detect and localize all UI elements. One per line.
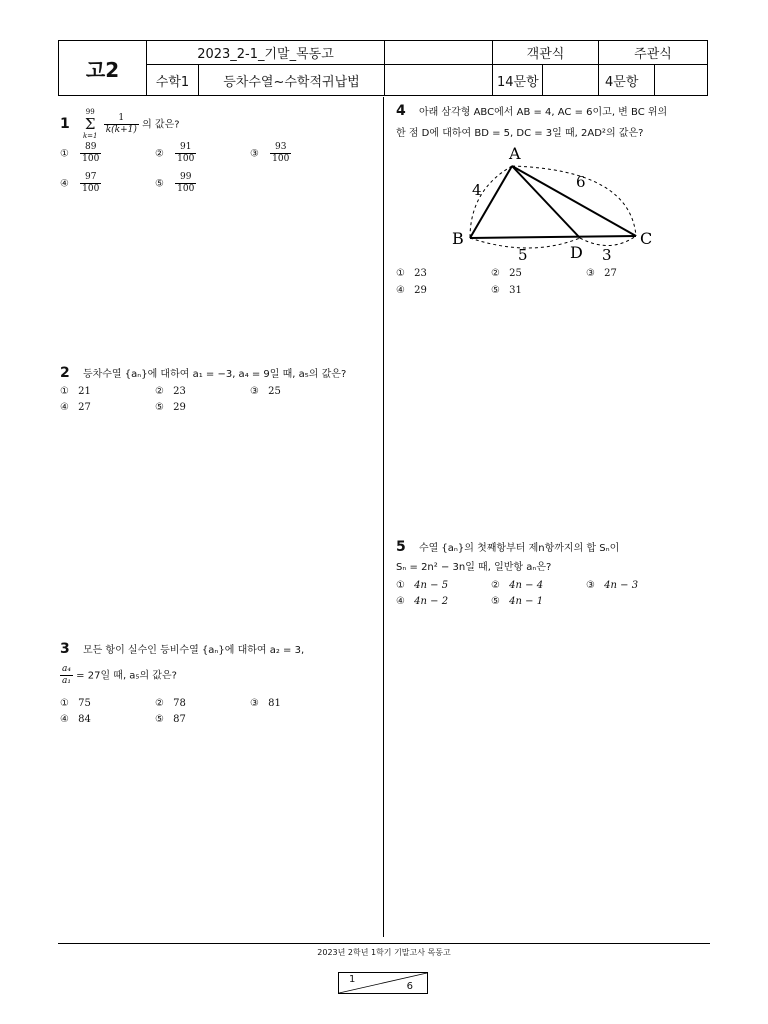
- question-4-line-2: [396, 126, 643, 141]
- exam-title: 2023_2-1_기말_목동고: [147, 41, 385, 65]
- option-3[interactable]: ③ 27: [586, 268, 617, 279]
- triangle-figure: [440, 140, 670, 266]
- option-4[interactable]: ④ 4n − 2: [396, 596, 449, 607]
- question-text: 모든 항이 실수인 등비수열 {aₙ}에 대하여 a₂ = 3,: [82, 645, 305, 656]
- question-1: [60, 108, 180, 141]
- option-2[interactable]: ② 78: [155, 698, 186, 709]
- question-number: 3: [60, 641, 70, 657]
- page-indicator: [338, 972, 428, 994]
- page-total: 6: [406, 981, 413, 992]
- subjective-label: 주관식: [599, 41, 707, 65]
- option-2[interactable]: ② 4n − 4: [491, 580, 544, 591]
- sigma-symbol: 99 Σ k=1: [82, 108, 98, 140]
- segment-ac: [512, 166, 636, 236]
- label-b: B: [452, 229, 464, 248]
- ratio-fraction: $\frac{\text{a₄}}{\text{a₁}}$: [62, 664, 71, 686]
- option-5[interactable]: ⑤ 87: [155, 714, 186, 725]
- question-5-line-2: [396, 560, 551, 575]
- option-5[interactable]: ⑤ 4n − 1: [491, 596, 544, 607]
- question-text-2: 한 점 D에 대하여 BD = 5, DC = 3일 때, 2AD²의 값은?: [396, 128, 644, 139]
- question-number: 5: [396, 539, 406, 555]
- question-text: 아래 삼각형 ABC에서 AB = 4, AC = 6이고, 변 BC 위의: [418, 107, 668, 118]
- unit-label: 등차수열~수학적귀납법: [199, 65, 385, 95]
- option-5[interactable]: ⑤ $\frac{99}{100}$: [155, 172, 195, 194]
- label-d: D: [570, 243, 583, 262]
- option-3[interactable]: ③ $\frac{93}{100}$: [250, 142, 290, 164]
- option-2[interactable]: ② 23: [155, 386, 186, 397]
- question-text: 수열 {aₙ}의 첫째항부터 제n항까지의 합 Sₙ이: [418, 543, 620, 554]
- label-dc-length: 3: [602, 246, 612, 264]
- question-text: 등차수열 {aₙ}에 대하여 a₁ = −3, a₄ = 9일 때, a₅의 값은?: [82, 369, 347, 380]
- question-text: 의 값은?: [142, 119, 180, 131]
- question-3-line-2: [60, 664, 177, 687]
- summand-fraction: $\frac{1}{k(k+1)}$: [105, 113, 137, 135]
- label-a: A: [509, 144, 521, 163]
- objective-count: 14문항: [493, 65, 543, 95]
- header-blank-cell: [385, 41, 493, 65]
- option-4[interactable]: ④ 29: [396, 285, 427, 296]
- option-4[interactable]: ④ 27: [60, 402, 91, 413]
- option-3[interactable]: ③ 25: [250, 386, 281, 397]
- label-bd-length: 5: [518, 246, 528, 264]
- question-number: 1: [60, 115, 70, 132]
- grade-label: 고2: [59, 41, 147, 95]
- subjective-score-cell: [655, 65, 707, 95]
- segment-bc: [470, 236, 636, 238]
- option-3[interactable]: ③ 4n − 3: [586, 580, 639, 591]
- question-4: [396, 104, 667, 120]
- exam-header-table: [58, 40, 708, 96]
- objective-label: 객관식: [493, 41, 599, 65]
- label-ac-length: 6: [576, 173, 586, 191]
- footer-text: 2023년 2학년 1학기 기말고사 목동고: [317, 948, 451, 957]
- option-2[interactable]: ② 25: [491, 268, 522, 279]
- header-blank-cell-2: [385, 65, 493, 95]
- objective-score-cell: [543, 65, 599, 95]
- option-1[interactable]: ① 4n − 5: [396, 580, 449, 591]
- option-1[interactable]: ① 75: [60, 698, 91, 709]
- label-ab-length: 4: [472, 181, 482, 199]
- option-4[interactable]: ④ $\frac{97}{100}$: [60, 172, 100, 194]
- option-5[interactable]: ⑤ 29: [155, 402, 186, 413]
- page-number: 1: [349, 974, 356, 985]
- option-1[interactable]: ① 21: [60, 386, 91, 397]
- option-1[interactable]: ① 23: [396, 268, 427, 279]
- option-1[interactable]: ① $\frac{89}{100}$: [60, 142, 100, 164]
- segment-ab: [470, 166, 512, 238]
- question-number: 4: [396, 103, 406, 119]
- option-4[interactable]: ④ 84: [60, 714, 91, 725]
- subjective-count: 4문항: [599, 65, 655, 95]
- question-3: [60, 642, 304, 658]
- question-2: [60, 366, 346, 382]
- question-text-2: Sₙ = 2n² − 3n일 때, 일반항 aₙ은?: [396, 562, 552, 573]
- label-c: C: [640, 229, 653, 248]
- question-text-2: = 27일 때, a₅의 값은?: [76, 670, 177, 682]
- segment-ad: [512, 166, 580, 238]
- question-number: 2: [60, 365, 70, 381]
- option-3[interactable]: ③ 81: [250, 698, 281, 709]
- option-5[interactable]: ⑤ 31: [491, 285, 522, 296]
- footer-rule: [58, 943, 710, 944]
- column-divider: [383, 97, 384, 937]
- question-5: [396, 540, 619, 556]
- option-2[interactable]: ② $\frac{91}{100}$: [155, 142, 195, 164]
- subject-label: 수학1: [147, 65, 199, 95]
